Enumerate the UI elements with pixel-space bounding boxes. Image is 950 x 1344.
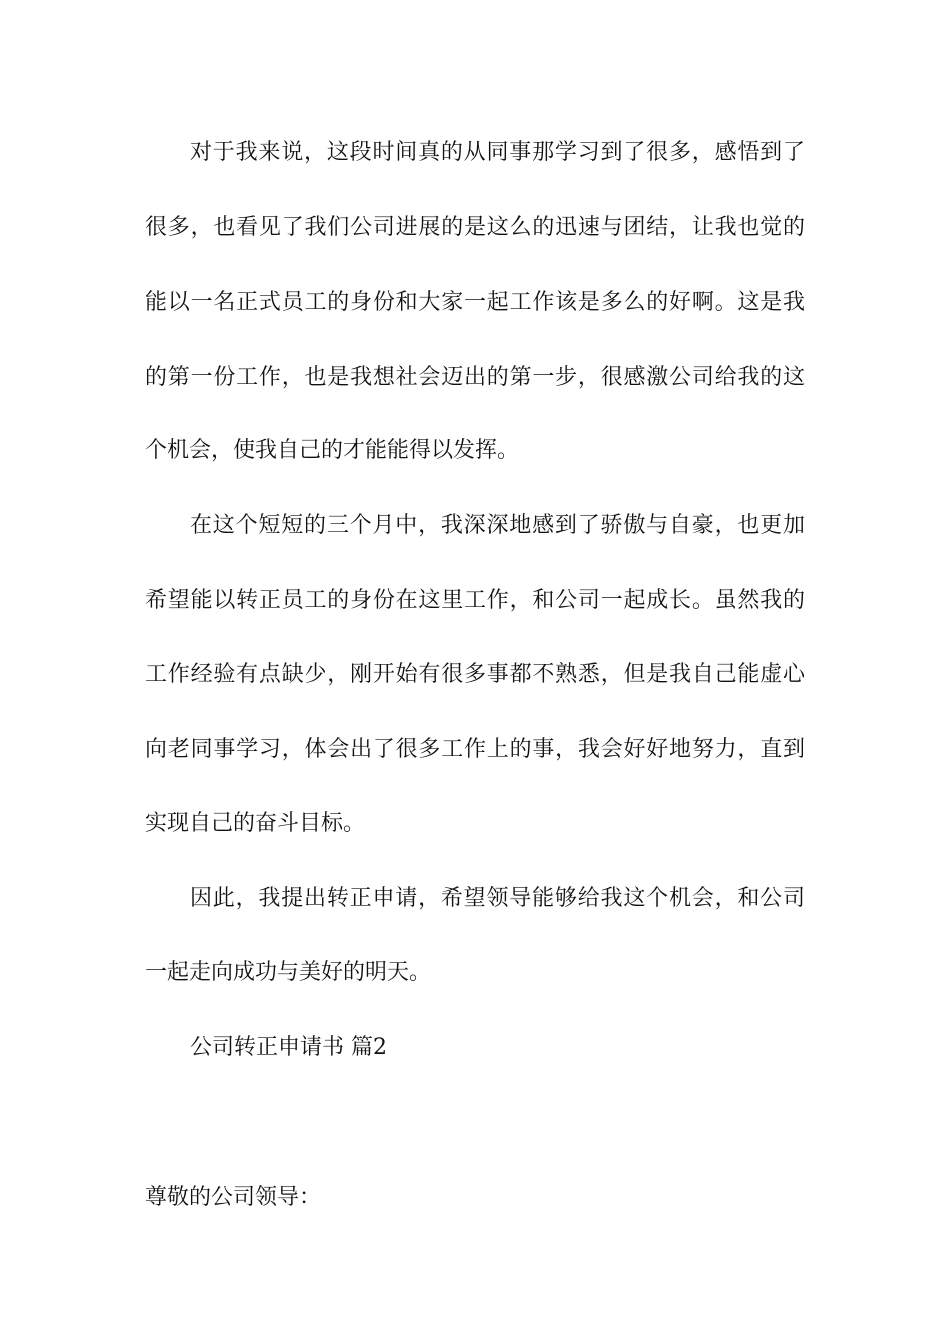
paragraph-line: 因此，我提出转正申请，希望领导能够给我这个机会，和公司 xyxy=(190,886,805,911)
paragraph-line: 个机会，使我自己的才能能得以发挥。 xyxy=(145,438,520,463)
paragraph-line: 实现自己的奋斗目标。 xyxy=(145,811,366,836)
salutation: 尊敬的公司领导： xyxy=(145,1185,322,1210)
paragraph-line: 对于我来说，这段时间真的从同事那学习到了很多，感悟到了 xyxy=(190,140,805,165)
paragraph-line: 一起走向成功与美好的明天。 xyxy=(145,960,432,985)
section-heading: 公司转正申请书 篇2 xyxy=(190,1035,387,1060)
paragraph-line: 工作经验有点缺少，刚开始有很多事都不熟悉，但是我自己能虚心 xyxy=(145,662,805,687)
paragraph-line: 的第一份工作，也是我想社会迈出的第一步，很感激公司给我的这 xyxy=(145,365,805,390)
paragraph-line: 向老同事学习，体会出了很多工作上的事，我会好好地努力，直到 xyxy=(145,737,805,762)
paragraph-line: 希望能以转正员工的身份在这里工作，和公司一起成长。虽然我的 xyxy=(145,588,805,613)
paragraph-line: 能以一名正式员工的身份和大家一起工作该是多么的好啊。这是我 xyxy=(145,290,805,315)
paragraph-line: 很多，也看见了我们公司进展的是这么的迅速与团结，让我也觉的 xyxy=(145,215,805,240)
paragraph-line: 在这个短短的三个月中，我深深地感到了骄傲与自豪，也更加 xyxy=(190,513,805,538)
